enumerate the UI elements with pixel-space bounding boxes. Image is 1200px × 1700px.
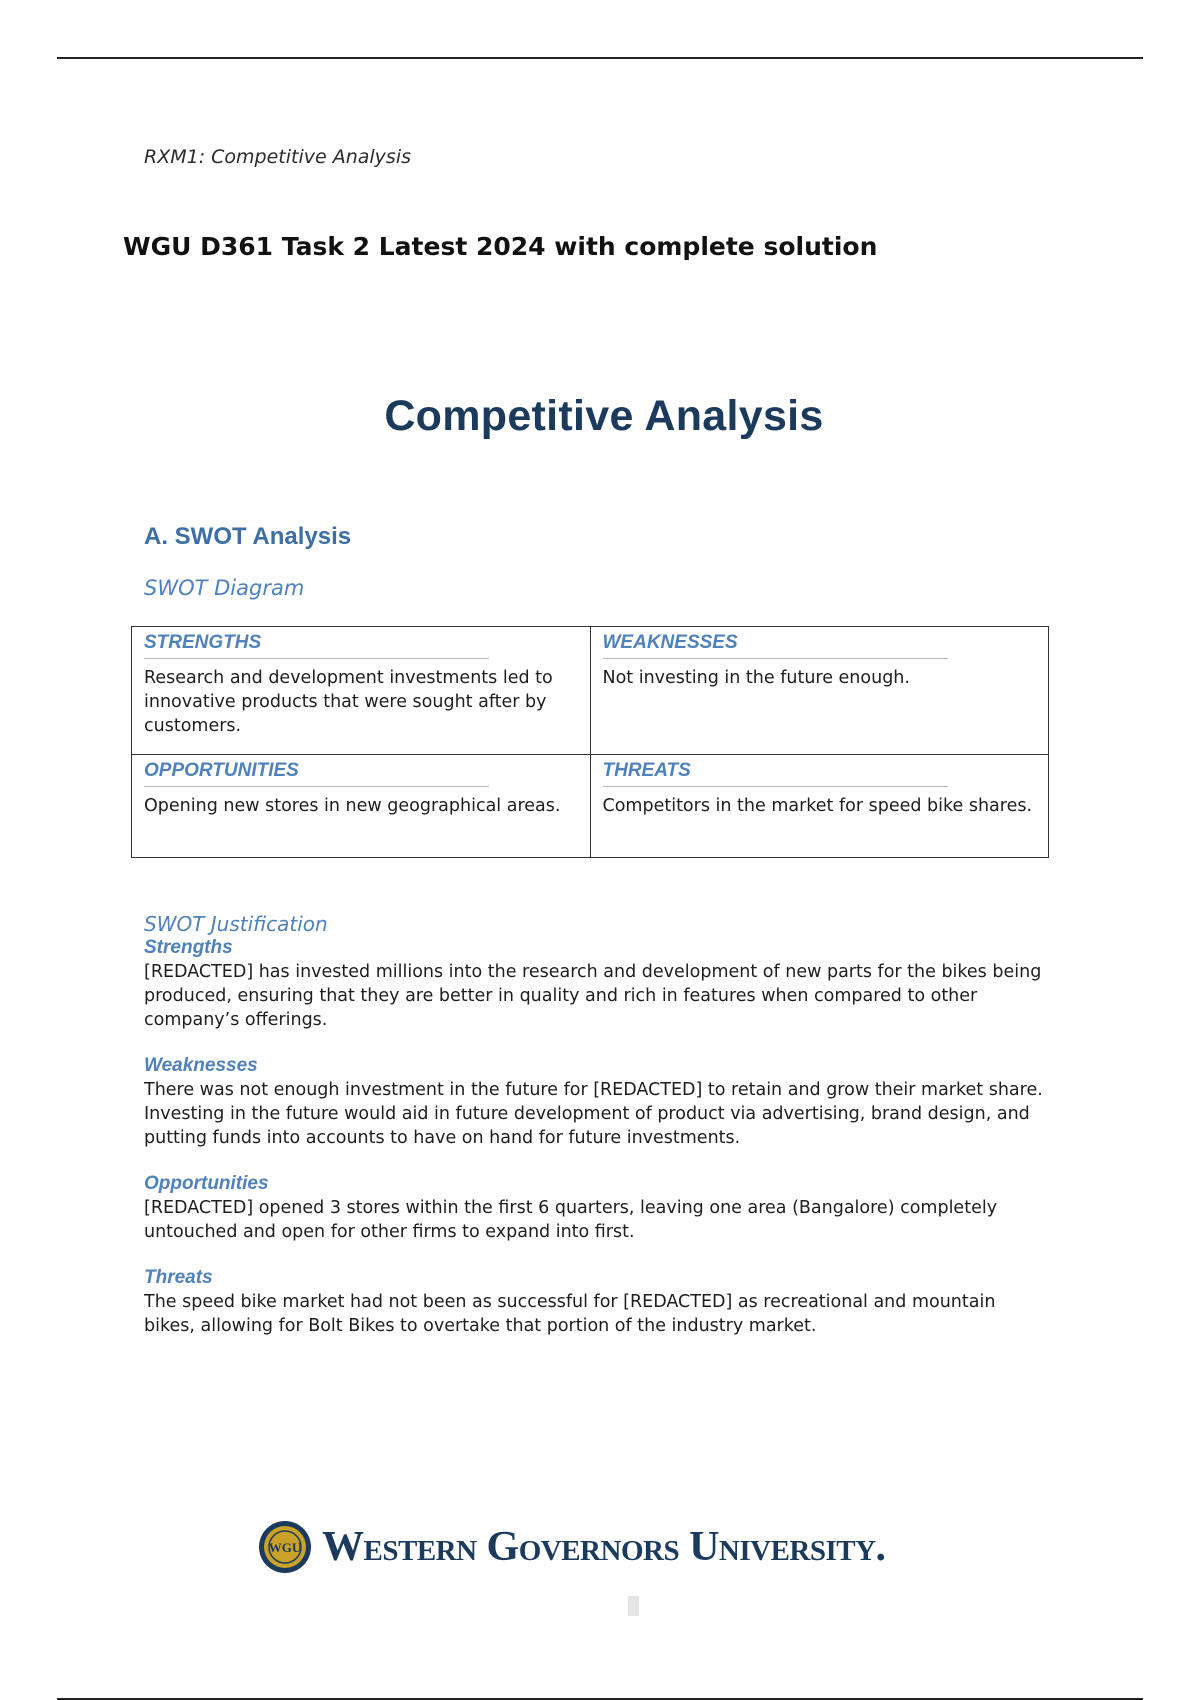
justification-heading: SWOT Justification bbox=[144, 912, 328, 936]
swot-justification bbox=[144, 912, 1044, 1360]
justification-text: The speed bike market had not been as successful for [REDACTED] as recreational and mountain bikes, allowing for Bolt Bikes to overtake that portion of the industry market. bbox=[144, 1292, 996, 1336]
swot-cell-title: WEAKNESSES bbox=[603, 632, 948, 659]
swot-cell-title: STRENGTHS bbox=[144, 632, 489, 659]
running-header: RXM1: Competitive Analysis bbox=[144, 146, 412, 168]
justification-threats bbox=[144, 1266, 1044, 1338]
justification-label: Threats bbox=[144, 1267, 213, 1288]
document-title: WGU D361 Task 2 Latest 2024 with complete solution bbox=[123, 232, 878, 261]
university-logo bbox=[258, 1520, 886, 1574]
justification-opportunities bbox=[144, 1172, 1044, 1244]
justification-label: Weaknesses bbox=[144, 1055, 258, 1076]
top-rule bbox=[57, 57, 1143, 59]
swot-cell-text: Competitors in the market for speed bike shares. bbox=[602, 796, 1033, 816]
swot-row-bottom bbox=[132, 755, 1049, 858]
swot-cell-text: Opening new stores in new geographical areas. bbox=[144, 796, 561, 816]
swot-cell-text: Not investing in the future enough. bbox=[602, 668, 910, 688]
swot-cell-title: THREATS bbox=[603, 760, 948, 787]
swot-cell-weaknesses bbox=[590, 627, 1049, 755]
swot-diagram-table bbox=[131, 626, 1049, 858]
seal-lettering: WGU bbox=[268, 1540, 302, 1555]
justification-strengths bbox=[144, 936, 1044, 1032]
swot-cell-text: Research and development investments led to innovative products that were sought after by customers. bbox=[144, 668, 553, 736]
university-seal-icon bbox=[258, 1520, 312, 1574]
swot-row-top bbox=[132, 627, 1049, 755]
swot-diagram-heading: SWOT Diagram bbox=[144, 576, 305, 600]
university-name: Western Governors University. bbox=[322, 1524, 886, 1570]
page-marker bbox=[628, 1596, 639, 1616]
swot-cell-strengths bbox=[132, 627, 591, 755]
swot-cell-threats bbox=[590, 755, 1049, 858]
justification-text: [REDACTED] has invested millions into the research and development of new parts for the bikes being produced, ensuring that they are better in quality and rich in features when compared to other company’s offerings. bbox=[144, 962, 1042, 1030]
justification-text: There was not enough investment in the future for [REDACTED] to retain and grow their market share. Investing in the future would aid in future development of product via advertising, brand design, and putting funds into accounts to have on hand for future investments. bbox=[144, 1080, 1043, 1148]
section-heading-swot: A. SWOT Analysis bbox=[144, 523, 352, 550]
page-title: Competitive Analysis bbox=[384, 392, 824, 440]
swot-cell-opportunities bbox=[132, 755, 591, 858]
swot-cell-title: OPPORTUNITIES bbox=[144, 760, 489, 787]
justification-weaknesses bbox=[144, 1054, 1044, 1150]
justification-label: Opportunities bbox=[144, 1173, 269, 1194]
justification-text: [REDACTED] opened 3 stores within the first 6 quarters, leaving one area (Bangalore) completely untouched and open for other firms to expand into first. bbox=[144, 1198, 998, 1242]
justification-label: Strengths bbox=[144, 937, 233, 958]
